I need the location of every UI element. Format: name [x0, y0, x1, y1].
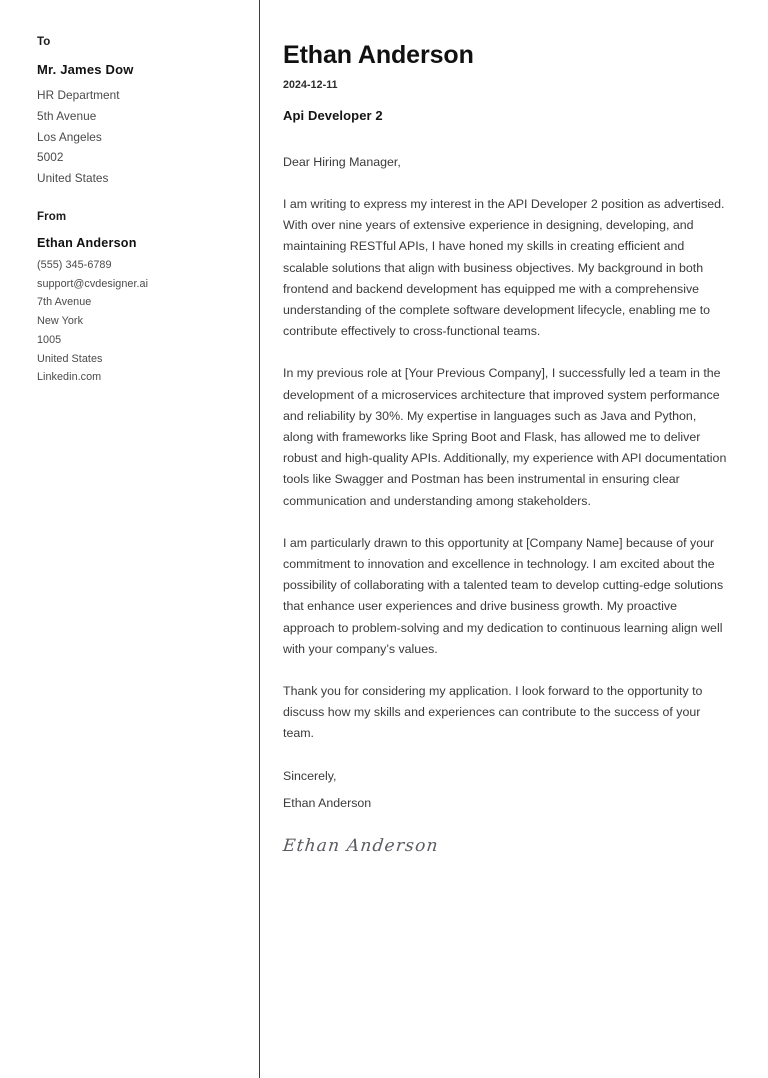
job-title: Api Developer 2 — [283, 108, 383, 123]
letter-paragraph: I am particularly drawn to this opportunity at [Company Name] because of your commitment to innovation and excellence in technology. I am excited about the possibility of collaborating with a talented team to develop cutting-edge solutions that enhance user experiences and drive business growth. My proactive approach to problem-solving and my dedication to continuous learning align well with your company’s values. — [283, 535, 724, 656]
sender-name: Ethan Anderson — [37, 235, 137, 250]
sender-block — [37, 211, 237, 387]
recipient-line: 5th Avenue — [37, 108, 97, 123]
sender-city: New York — [37, 315, 84, 328]
sender-street: 7th Avenue — [37, 296, 92, 309]
from-label: From — [37, 210, 67, 223]
closing-phrase: Sincerely, — [283, 768, 337, 783]
closing-name: Ethan Anderson — [283, 795, 372, 810]
recipient-block — [37, 36, 237, 189]
recipient-line: United States — [37, 171, 109, 186]
sender-country: United States — [37, 352, 103, 365]
letter-date: 2024-12-11 — [283, 79, 338, 91]
recipient-line: Los Angeles — [37, 129, 102, 144]
recipient-line: 5002 — [37, 150, 64, 165]
letter-paragraph: I am writing to express my interest in the API Developer 2 position as advertised. With over nine years of extensive experience in designing, developing, and maintaining RESTful APIs, I have honed my skills in creating efficient and scalable solutions that align with business objectives. My background in both frontend and backend development has equipped me with a comprehensive understanding of the complete software development lifecycle, enabling me to contribute effectively to cross-functional teams. — [283, 197, 725, 339]
letter-paragraph: Thank you for considering my application. I look forward to the opportunity to discuss how my skills and experiences can contribute to the success of your team. — [283, 684, 703, 741]
page-title: Ethan Anderson — [283, 41, 474, 69]
sidebar — [37, 36, 237, 405]
sender-postcode: 1005 — [37, 333, 62, 346]
sender-phone: (555) 345-6789 — [37, 258, 112, 271]
letter-paragraph: In my previous role at [Your Previous Company], I successfully led a team in the development of a microservices architecture that improved system performance and reliability by 30%. My expertise in languages such as Java and Python, along with frameworks like Spring Boot and Flask, has allowed me to deliver robust and high-quality APIs. Additionally, my experience with API documentation tools like Swagger and Postman has been instrumental in ensuring clear communication and understanding among stakeholders. — [283, 366, 727, 508]
letter-body — [283, 40, 730, 856]
sender-website: Linkedin.com — [37, 371, 102, 384]
recipient-line: HR Department — [37, 88, 120, 102]
to-label: To — [37, 36, 51, 48]
recipient-name: Mr. James Dow — [37, 62, 134, 77]
vertical-divider — [259, 0, 260, 1078]
signature: Ethan Anderson — [281, 836, 440, 857]
salutation: Dear Hiring Manager, — [283, 155, 401, 169]
sender-email: support@cvdesigner.ai — [37, 277, 149, 290]
